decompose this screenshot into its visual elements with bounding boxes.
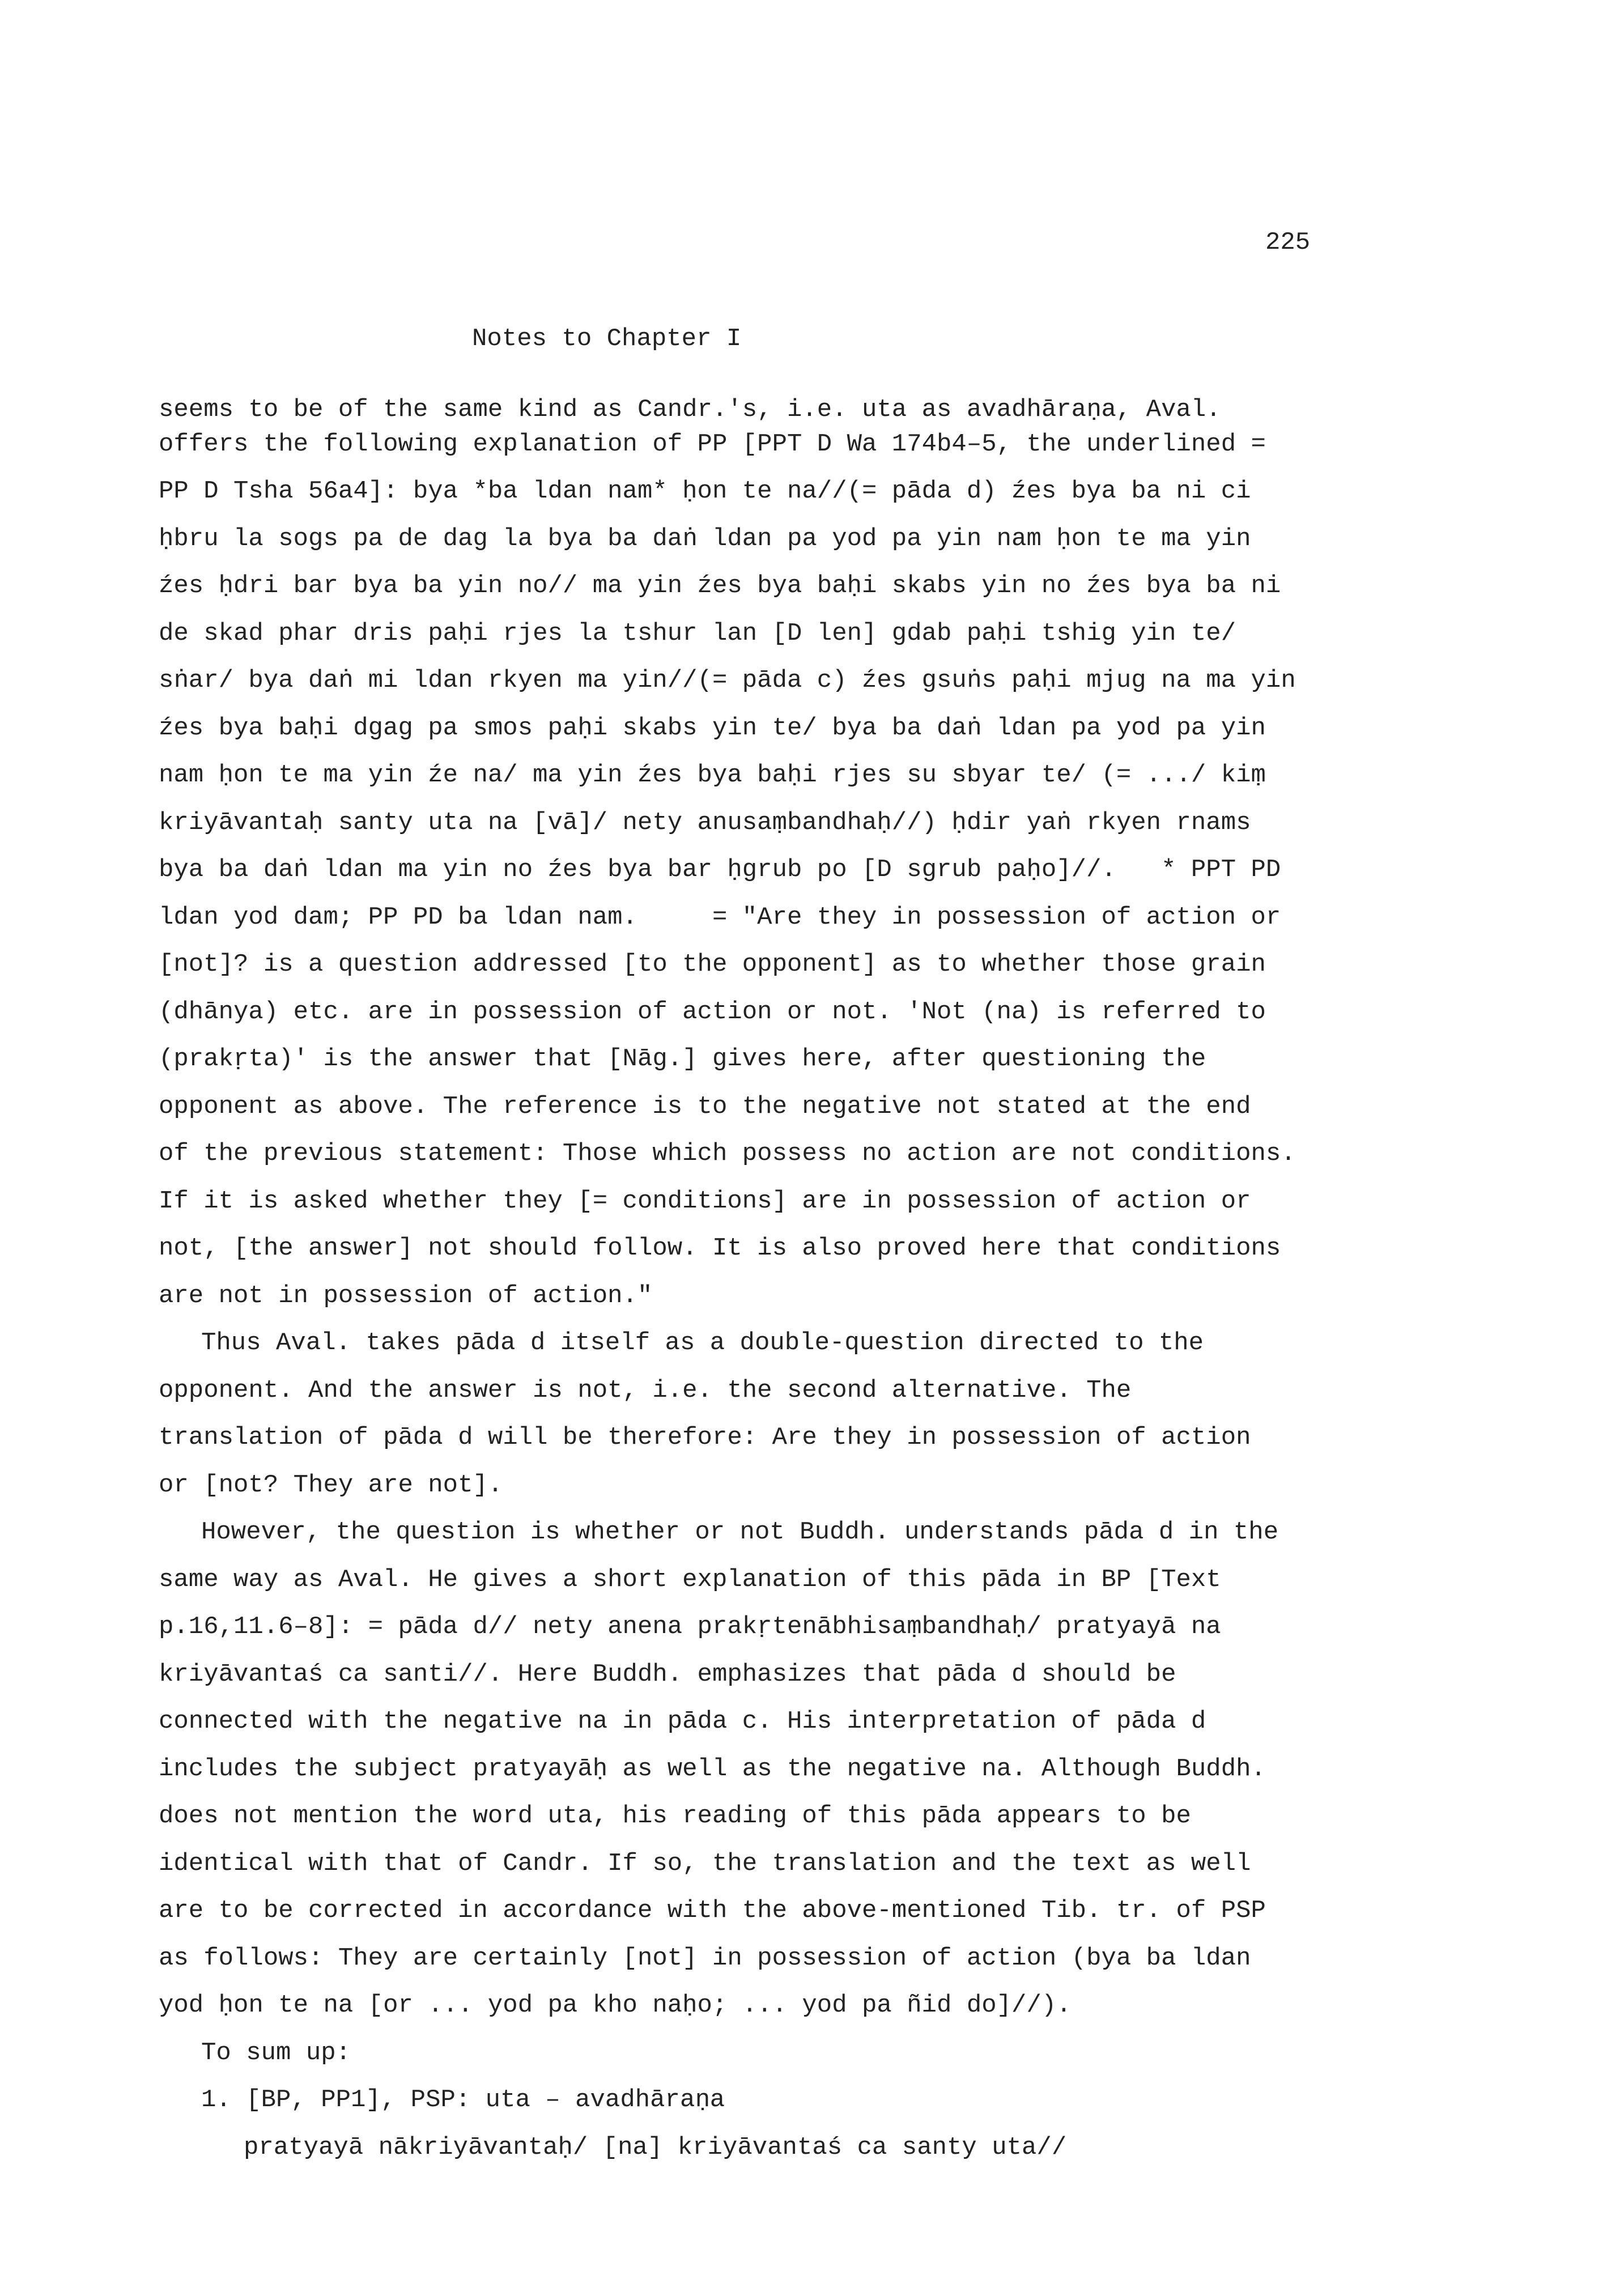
text-line: opponent. And the answer is not, i.e. the second alternative. The	[159, 1376, 1132, 1405]
text-line: bya ba daṅ ldan ma yin no źes bya bar ḥgrub po [D sgrub paḥo]//. * PPT PD	[159, 856, 1281, 884]
text-line: yod ḥon te na [or ... yod pa kho naḥo; ... yod pa ñid do]//).	[159, 1991, 1072, 2019]
section-label: To sum up:	[201, 2039, 351, 2067]
text-line: not, [the answer] not should follow. It is also proved here that conditions	[159, 1234, 1281, 1262]
text-line: nam ḥon te ma yin źe na/ ma yin źes bya baḥi rjes su sbyar te/ (= .../ kiṃ	[159, 761, 1266, 789]
text-line: kriyāvantaś ca santi//. Here Buddh. emphasizes that pāda d should be	[159, 1660, 1176, 1689]
text-line: de skad phar dris paḥi rjes la tshur lan [D len] gdab paḥi tshig yin te/	[159, 619, 1236, 648]
text-line: źes ḥdri bar bya ba yin no// ma yin źes bya baḥi skabs yin no źes bya ba ni	[159, 572, 1281, 600]
text-line: does not mention the word uta, his reading of this pāda appears to be	[159, 1802, 1191, 1830]
list-item: 1. [BP, PP1], PSP: uta – avadhāraṇa	[201, 2086, 725, 2114]
text-line: same way as Aval. He gives a short explanation of this pāda in BP [Text	[159, 1566, 1221, 1594]
text-line: (prakṛta)' is the answer that [Nāg.] gives here, after questioning the	[159, 1045, 1206, 1073]
text-line: PP D Tsha 56a4]: bya *ba ldan nam* ḥon te na//(= pāda d) źes bya ba ni ci	[159, 477, 1251, 505]
text-line: seems to be of the same kind as Candr.'s, i.e. uta as avadhāraṇa, Aval.	[159, 396, 1221, 424]
text-line: of the previous statement: Those which possess no action are not conditions.	[159, 1140, 1296, 1168]
text-line: kriyāvantaḥ santy uta na [vā]/ nety anusaṃbandhaḥ//) ḥdir yaṅ rkyen rnams	[159, 809, 1251, 837]
text-line: (dhānya) etc. are in possession of action or not. 'Not (na) is referred to	[159, 998, 1266, 1026]
text-line: connected with the negative na in pāda c. His interpretation of pāda d	[159, 1707, 1206, 1736]
text-line: translation of pāda d will be therefore: Are they in possession of action	[159, 1423, 1251, 1452]
text-line: [not]? is a question addressed [to the opponent] as to whether those grain	[159, 950, 1266, 979]
text-line: źes bya baḥi dgag pa smos paḥi skabs yin te/ bya ba daṅ ldan pa yod pa yin	[159, 714, 1266, 742]
text-line: However, the question is whether or not Buddh. understands pāda d in the	[201, 1518, 1279, 1546]
text-line: identical with that of Candr. If so, the translation and the text as well	[159, 1849, 1251, 1878]
page-number: 225	[1265, 228, 1311, 257]
text-line: sṅar/ bya daṅ mi ldan rkyen ma yin//(= pāda c) źes gsuṅs paḥi mjug na ma yin	[159, 666, 1296, 695]
text-line: If it is asked whether they [= conditions] are in possession of action or	[159, 1187, 1251, 1215]
text-line: or [not? They are not].	[159, 1471, 503, 1499]
text-line: offers the following explanation of PP [PPT D Wa 174b4–5, the underlined =	[159, 430, 1266, 458]
text-line: p.16,11.6–8]: = pāda d// nety anena prakṛtenābhisaṃbandhaḥ/ pratyayā na	[159, 1613, 1221, 1641]
text-line: ldan yod dam; PP PD ba ldan nam. = "Are they in possession of action or	[159, 903, 1281, 932]
text-line: Thus Aval. takes pāda d itself as a double-question directed to the	[201, 1329, 1204, 1357]
list-item-text: pratyayā nākriyāvantaḥ/ [na] kriyāvantaś ca santy uta//	[244, 2133, 1067, 2162]
text-line: are to be corrected in accordance with the above-mentioned Tib. tr. of PSP	[159, 1897, 1266, 1925]
text-line: are not in possession of action."	[159, 1282, 653, 1310]
text-line: opponent as above. The reference is to the negative not stated at the end	[159, 1092, 1251, 1121]
text-line: as follows: They are certainly [not] in possession of action (bya ba ldan	[159, 1944, 1251, 1972]
text-line: ḥbru la sogs pa de dag la bya ba daṅ ldan pa yod pa yin nam ḥon te ma yin	[159, 525, 1251, 553]
text-line: includes the subject pratyayāḥ as well as the negative na. Although Buddh.	[159, 1755, 1266, 1783]
page-header: Notes to Chapter I	[472, 325, 742, 353]
